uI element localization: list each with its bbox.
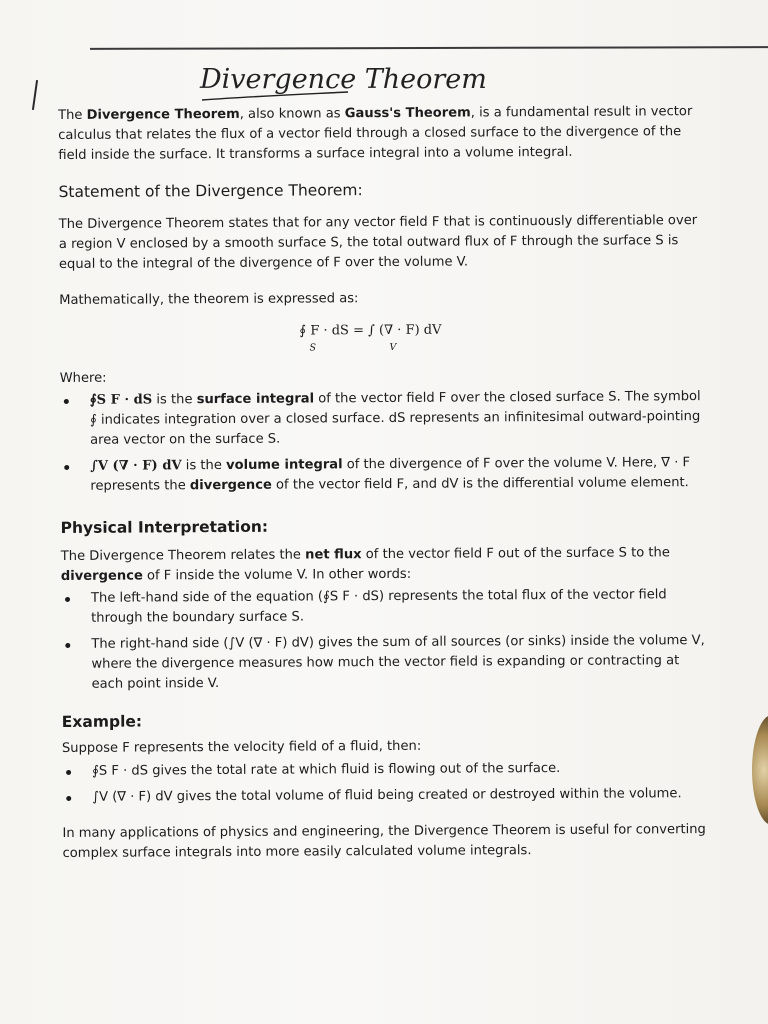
physical-paragraph: The Divergence Theorem relates the net flux of the vector field F out of the surface S to the divergence of F inside the volume V. In other words: [60, 545, 670, 584]
pen-mark [32, 80, 38, 110]
example-paragraph: Suppose F represents the velocity field of a fluid, then: [61, 738, 422, 756]
divergence-formula [59, 321, 709, 361]
definition-volume-integral: ∫V (∇ · F) dV is the volume integral of the divergence of F over the volume V. Here, ∇ · F represents the divergence of the vector field F, and dV is the differential volume element. [60, 453, 710, 497]
definition-list [60, 387, 711, 497]
top-rule [90, 46, 768, 50]
physical-list [61, 585, 712, 695]
statement-paragraph: The Divergence Theorem states that for any vector field F that is continuously differentiable over a region V enclosed by a smooth surface S, the total outward flux of F through the surface S is equal to the integral of the divergence of F over the volume V. [58, 213, 698, 272]
example-heading: Example: [61, 712, 143, 731]
expression-intro: Mathematically, the theorem is expressed as: [59, 291, 359, 308]
formula-limit-v: V [389, 341, 397, 353]
example-bullet-flux: ∮S F · dS gives the total rate at which fluid is flowing out of the surface. [62, 758, 712, 782]
formula-limit-s: S [309, 342, 317, 354]
handwritten-title-text: Divergence Theorem [200, 64, 487, 95]
formula-text: ∮ F · dS = ∫ (∇ · F) dV [299, 322, 442, 339]
where-label: Where: [59, 370, 107, 386]
example-bullet-volume: ∫V (∇ · F) dV gives the total volume of fluid being created or destroyed within the volume. [62, 784, 712, 808]
physical-heading: Physical Interpretation: [60, 517, 269, 537]
intro-paragraph: The Divergence Theorem, also known as Gauss's Theorem, is a fundamental result in vector calculus that relates the flux of a vector field through a closed surface to the divergence of the field inside the surface. It transforms a surface integral into a volume integral. [58, 104, 693, 163]
statement-heading: Statement of the Divergence Theorem: [58, 181, 363, 201]
closing-paragraph: In many applications of physics and engineering, the Divergence Theorem is useful for converting complex surface integrals into more easily calculated volume integrals. [62, 822, 706, 861]
physical-bullet-rhs: The right-hand side (∫V (∇ · F) dV) gives the sum of all sources (or sinks) inside the volume V, where the divergence measures how much the vector field is expanding or contracting at each point inside V. [61, 631, 711, 695]
example-list [62, 758, 712, 808]
physical-bullet-lhs: The left-hand side of the equation (∮S F · dS) represents the total flux of the vector field through the boundary surface S. [61, 585, 711, 629]
definition-surface-integral: ∮S F · dS is the surface integral of the vector field F over the closed surface S. The symbol ∮ indicates integration over a closed surface. dS represents an infinitesimal outward-pointing area vector on the surface S. [60, 387, 710, 451]
document-body [58, 100, 713, 864]
binder-clip [752, 715, 768, 825]
handwritten-title [198, 58, 508, 106]
